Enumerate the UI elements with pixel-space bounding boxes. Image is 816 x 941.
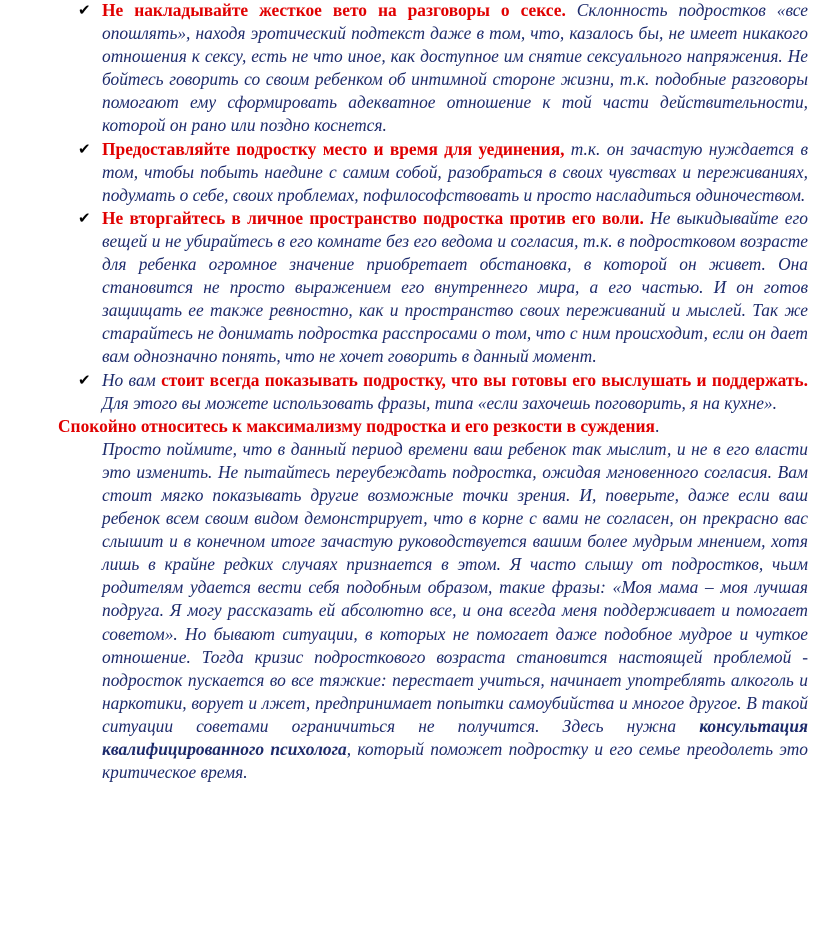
checkmark-icon: ✔ bbox=[78, 208, 91, 227]
item-text: Для этого вы можете использовать фразы, типа «если захочешь поговорить, я на кухне». bbox=[102, 392, 777, 413]
list-item bbox=[78, 0, 808, 138]
list-item bbox=[78, 207, 808, 369]
final-paragraph bbox=[58, 415, 809, 785]
final-text-after: , который поможет подростку и его семье преодолеть это критическое время. bbox=[102, 739, 809, 783]
final-heading: Спокойно относитесь к максимализму подростка и его резкости в суждения bbox=[58, 415, 655, 436]
item-text: Не выкидывайте его вещей и не убирайтесь в его комнате без его ведома и согласия, т.к. в подростковом возрасте для ребенка огромное значение приобретает обстановка, в которой он живет. Она становится не просто выражением его внутреннего мира, а его частью. И он готов защищать ее также ревностно, как и пространство своих переживаний и мыслей. Так же старайтесь не донимать подростка расспросами о том, что с ним происходит, если он дает вам однозначно понять, что не хочет говорить в данный момент. bbox=[102, 207, 808, 367]
checkmark-icon: ✔ bbox=[78, 139, 91, 158]
item-heading: Предоставляйте подростку место и время для уединения, bbox=[102, 138, 565, 159]
item-text: Склонность подростков «все опошлять», находя эротический подтекст даже в том, что, казалось бы, не имеет никакого отношения к сексу, есть не что иное, как доступное им снятие сексуального напряжения. Не бойтесь говорить со своим ребенком об интимной стороне жизни, т.к. подобные разговоры помогают ему сформировать адекватное отношение к той части действительности, которой он рано или поздно коснется. bbox=[102, 0, 809, 136]
item-prefix: Но вам bbox=[102, 369, 162, 390]
item-text: т.к. он зачастую нуждается в том, чтобы побыть наедине с самим собой, разобраться в своих чувствах и переживаниях, подумать о себе, своих проблемах, пофилософствовать и просто насладиться одиночеством. bbox=[102, 138, 808, 205]
item-heading: Не накладывайте жесткое вето на разговоры о сексе. bbox=[102, 0, 566, 20]
checkmark-icon: ✔ bbox=[78, 370, 91, 389]
final-heading-line bbox=[0, 415, 808, 438]
item-heading: стоит всегда показывать подростку, что вы готовы его выслушать и поддержать. bbox=[161, 369, 808, 390]
final-body bbox=[78, 438, 808, 784]
final-emphasis: консультация квалифицированного психолога bbox=[102, 715, 808, 759]
final-heading-end: . bbox=[654, 415, 660, 436]
list-item bbox=[78, 138, 808, 207]
checkmark-icon: ✔ bbox=[78, 1, 91, 19]
item-heading: Не вторгайтесь в личное пространство подростка против его воли. bbox=[102, 207, 644, 228]
list-item bbox=[78, 369, 808, 415]
final-text-before: Просто поймите, что в данный период времени ваш ребенок так мыслит, и не в его власти это изменить. Не пытайтесь переубеждать подростка, ожидая мгновенного согласия. Вам стоит мягко показывать другие возможные точки зрения. И, поверьте, даже если ваш ребенок всем своим видом демонстрирует, что в корне с вами не согласен, он прекрасно вас слышит и в конечном итоге зачастую руководствуется вашим более мудрым мнением, хотя лишь в крайне редких случаях признается в этом. Я часто слышу от подростков, чьим родителям удается вести себя подобным образом, такие фразы: «Моя мама – моя лучшая подруга. Я могу рассказать ей абсолютно все, и она всегда меня поддерживает и помогает советом». Но бывают ситуации, в которых не помогает даже подобное мудрое и чуткое отношение. Тогда кризис подросткового возраста становится настоящей проблемой - подросток пускается во все тяжкие: перестает учиться, начинает употреблять алкоголь и наркотики, ворует и лжет, предпринимает попытки самоубийства и многое другое. В такой ситуации советами ограничиться не получится. Здесь нужна bbox=[102, 438, 808, 736]
